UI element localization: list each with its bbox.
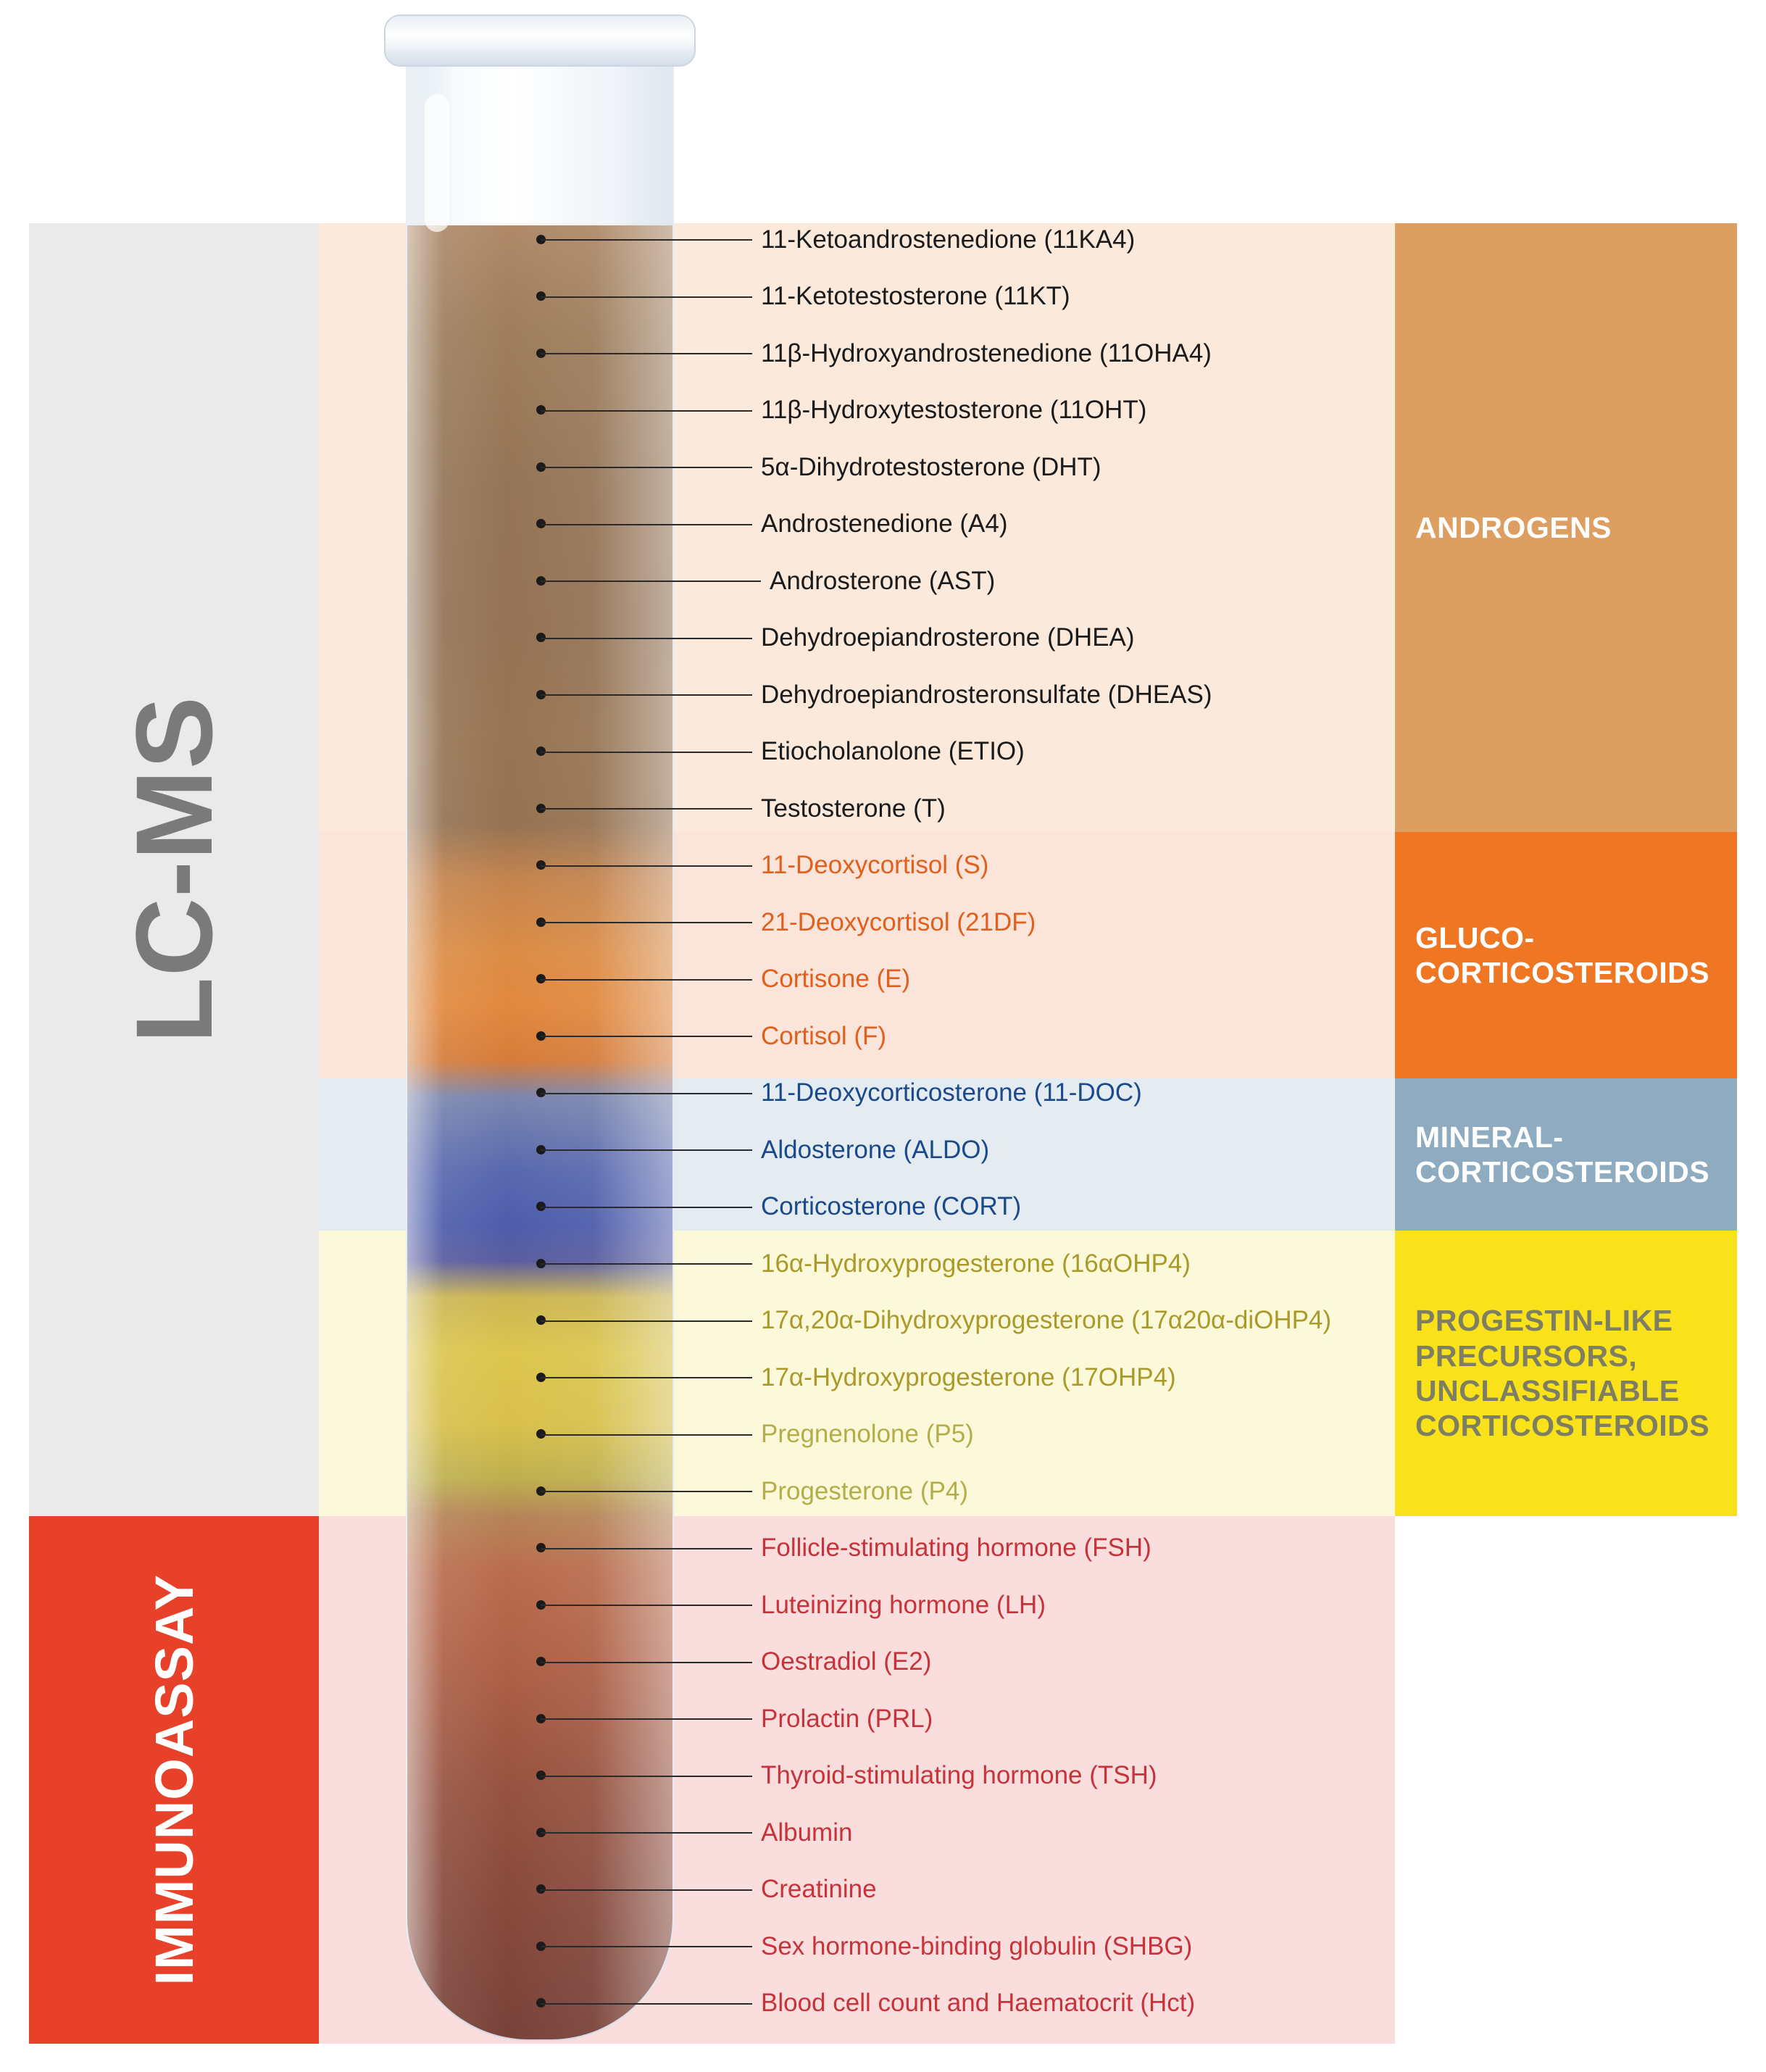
analyte-leader-line: [541, 1946, 752, 1947]
analyte-callout: [536, 1649, 1725, 1674]
analyte-leader-line: [541, 239, 752, 241]
analyte-label: Thyroid-stimulating hormone (TSH): [761, 1761, 1157, 1789]
analyte-callout: [536, 1362, 1725, 1391]
analyte-callout: [536, 1251, 1725, 1276]
analyte-leader-line: [541, 1605, 752, 1606]
analyte-label: Albumin: [761, 1818, 853, 1847]
analyte-leader-line: [541, 808, 752, 810]
analyte-callout: [536, 1194, 1725, 1219]
analyte-callout: [536, 794, 1725, 823]
analyte-callout: [536, 625, 1725, 650]
analyte-callout: [536, 1877, 1725, 1902]
method-label-immunoassay: IMMUNOASSAY: [143, 1574, 204, 1986]
analyte-leader-line: [541, 922, 752, 923]
analyte-leader-line: [541, 1889, 752, 1891]
analyte-label: 11β-Hydroxyandrostenedione (11OHA4): [761, 338, 1212, 367]
analyte-leader-line: [541, 1776, 752, 1777]
analyte-callout: [536, 398, 1725, 423]
analyte-callout: [536, 967, 1725, 991]
class-title-glucocorticosteroids: GLUCO- CORTICOSTEROIDS: [1415, 920, 1710, 989]
analyte-callout: [536, 1763, 1725, 1788]
analyte-leader-line: [541, 1548, 752, 1549]
analyte-leader-line: [541, 410, 752, 412]
analyte-leader-line: [541, 865, 752, 867]
analyte-label: Oestradiol (E2): [761, 1647, 932, 1676]
analyte-leader-line: [541, 1207, 752, 1208]
analyte-leader-line: [541, 694, 752, 696]
analyte-leader-line: [541, 1718, 752, 1720]
analyte-leader-line: [541, 2003, 752, 2005]
analyte-callout: [536, 853, 1725, 878]
analyte-label: Etiocholanolone (ETIO): [761, 737, 1025, 765]
analyte-leader-line: [541, 1377, 752, 1378]
analyte-label: Aldosterone (ALDO): [761, 1135, 990, 1164]
analyte-label: Prolactin (PRL): [761, 1704, 933, 1733]
analyte-label: Cortisone (E): [761, 965, 911, 993]
analyte-label: Progesterone (P4): [761, 1476, 968, 1505]
analyte-callout: [536, 568, 1725, 593]
analyte-callout: [536, 1818, 1725, 1847]
analyte-leader-line: [541, 296, 752, 298]
analyte-callout: [536, 1422, 1725, 1447]
analyte-label: Testosterone (T): [761, 794, 946, 823]
analyte-label: 11-Deoxycortisol (S): [761, 851, 989, 879]
analyte-label: 11β-Hydroxytestosterone (11OHT): [761, 396, 1147, 424]
analyte-callout: [536, 1308, 1725, 1333]
analyte-label: Sex hormone-binding globulin (SHBG): [761, 1931, 1193, 1960]
analyte-callout: [536, 509, 1725, 538]
analyte-callout: [536, 1931, 1725, 1960]
tube-rim: [384, 14, 696, 67]
class-title-androgens: ANDROGENS: [1415, 510, 1612, 544]
analyte-callout: [536, 1478, 1725, 1503]
analyte-label: Follicle-stimulating hormone (FSH): [761, 1534, 1151, 1562]
analyte-label: Cortisol (F): [761, 1021, 887, 1050]
analyte-label: Blood cell count and Haematocrit (Hct): [761, 1989, 1196, 2017]
analyte-label: Corticosterone (CORT): [761, 1192, 1022, 1220]
analyte-leader-line: [541, 1491, 752, 1492]
analyte-callout: [536, 1023, 1725, 1048]
analyte-callout: [536, 1991, 1725, 2015]
analyte-leader-line: [541, 638, 752, 639]
method-label-lcms: LC-MS: [112, 696, 235, 1044]
analyte-leader-line: [541, 524, 752, 525]
analyte-callout: [536, 739, 1725, 764]
analyte-label: 21-Deoxycortisol (21DF): [761, 907, 1036, 936]
analyte-label: Pregnenolone (P5): [761, 1420, 974, 1448]
analyte-callout: [536, 225, 1725, 254]
analyte-callout: [536, 1706, 1725, 1731]
analyte-callout: [536, 454, 1725, 479]
analyte-label: 16α-Hydroxyprogesterone (16αOHP4): [761, 1249, 1191, 1278]
analyte-leader-line: [541, 1832, 752, 1834]
analyte-leader-line: [541, 1662, 752, 1663]
analyte-label: 11-Ketotestosterone (11KT): [761, 282, 1070, 310]
analyte-label: Androstenedione (A4): [761, 509, 1008, 538]
tube-highlight: [425, 94, 449, 232]
analyte-label: 17α-Hydroxyprogesterone (17OHP4): [761, 1362, 1176, 1391]
analyte-leader-line: [541, 353, 752, 354]
analyte-leader-line: [541, 1149, 752, 1151]
analyte-leader-line: [541, 979, 752, 981]
analyte-label: 11-Deoxycorticosterone (11-DOC): [761, 1078, 1142, 1107]
analyte-leader-line: [541, 581, 761, 582]
analyte-leader-line: [541, 752, 752, 753]
analyte-leader-line: [541, 1320, 752, 1322]
analyte-label: Creatinine: [761, 1875, 877, 1903]
analyte-leader-line: [541, 1036, 752, 1037]
analyte-leader-line: [541, 1434, 752, 1436]
analyte-leader-line: [541, 467, 752, 468]
method-band-immunoassay: [29, 1516, 319, 2044]
analyte-label: Luteinizing hormone (LH): [761, 1590, 1046, 1619]
analyte-label: 11-Ketoandrostenedione (11KA4): [761, 225, 1136, 254]
analyte-callout: [536, 1536, 1725, 1560]
analyte-callout: [536, 338, 1725, 367]
class-title-mineralcorticosteroids: MINERAL- CORTICOSTEROIDS: [1415, 1120, 1710, 1189]
analyte-leader-line: [541, 1263, 752, 1265]
class-title-progestin: PROGESTIN-LIKE PRECURSORS, UNCLASSIFIABLE CORTICOSTEROIDS: [1415, 1304, 1710, 1443]
analyte-label: Dehydroepiandrosteronsulfate (DHEAS): [761, 680, 1212, 709]
analyte-callout: [536, 1592, 1725, 1617]
analyte-label: Dehydroepiandrosterone (DHEA): [761, 623, 1135, 652]
analyte-leader-line: [541, 1093, 752, 1094]
analyte-callout: [536, 682, 1725, 707]
method-band-lcms: [29, 223, 319, 1516]
analyte-label: 5α-Dihydrotestosterone (DHT): [761, 452, 1101, 481]
analyte-callout: [536, 1078, 1725, 1107]
analyte-callout: [536, 284, 1725, 309]
analyte-callout: [536, 1137, 1725, 1162]
analyte-callout: [536, 907, 1725, 936]
analyte-label: Androsterone (AST): [770, 566, 996, 595]
analyte-label: 17α,20α-Dihydroxyprogesterone (17α20α-diOHP4): [761, 1306, 1332, 1334]
